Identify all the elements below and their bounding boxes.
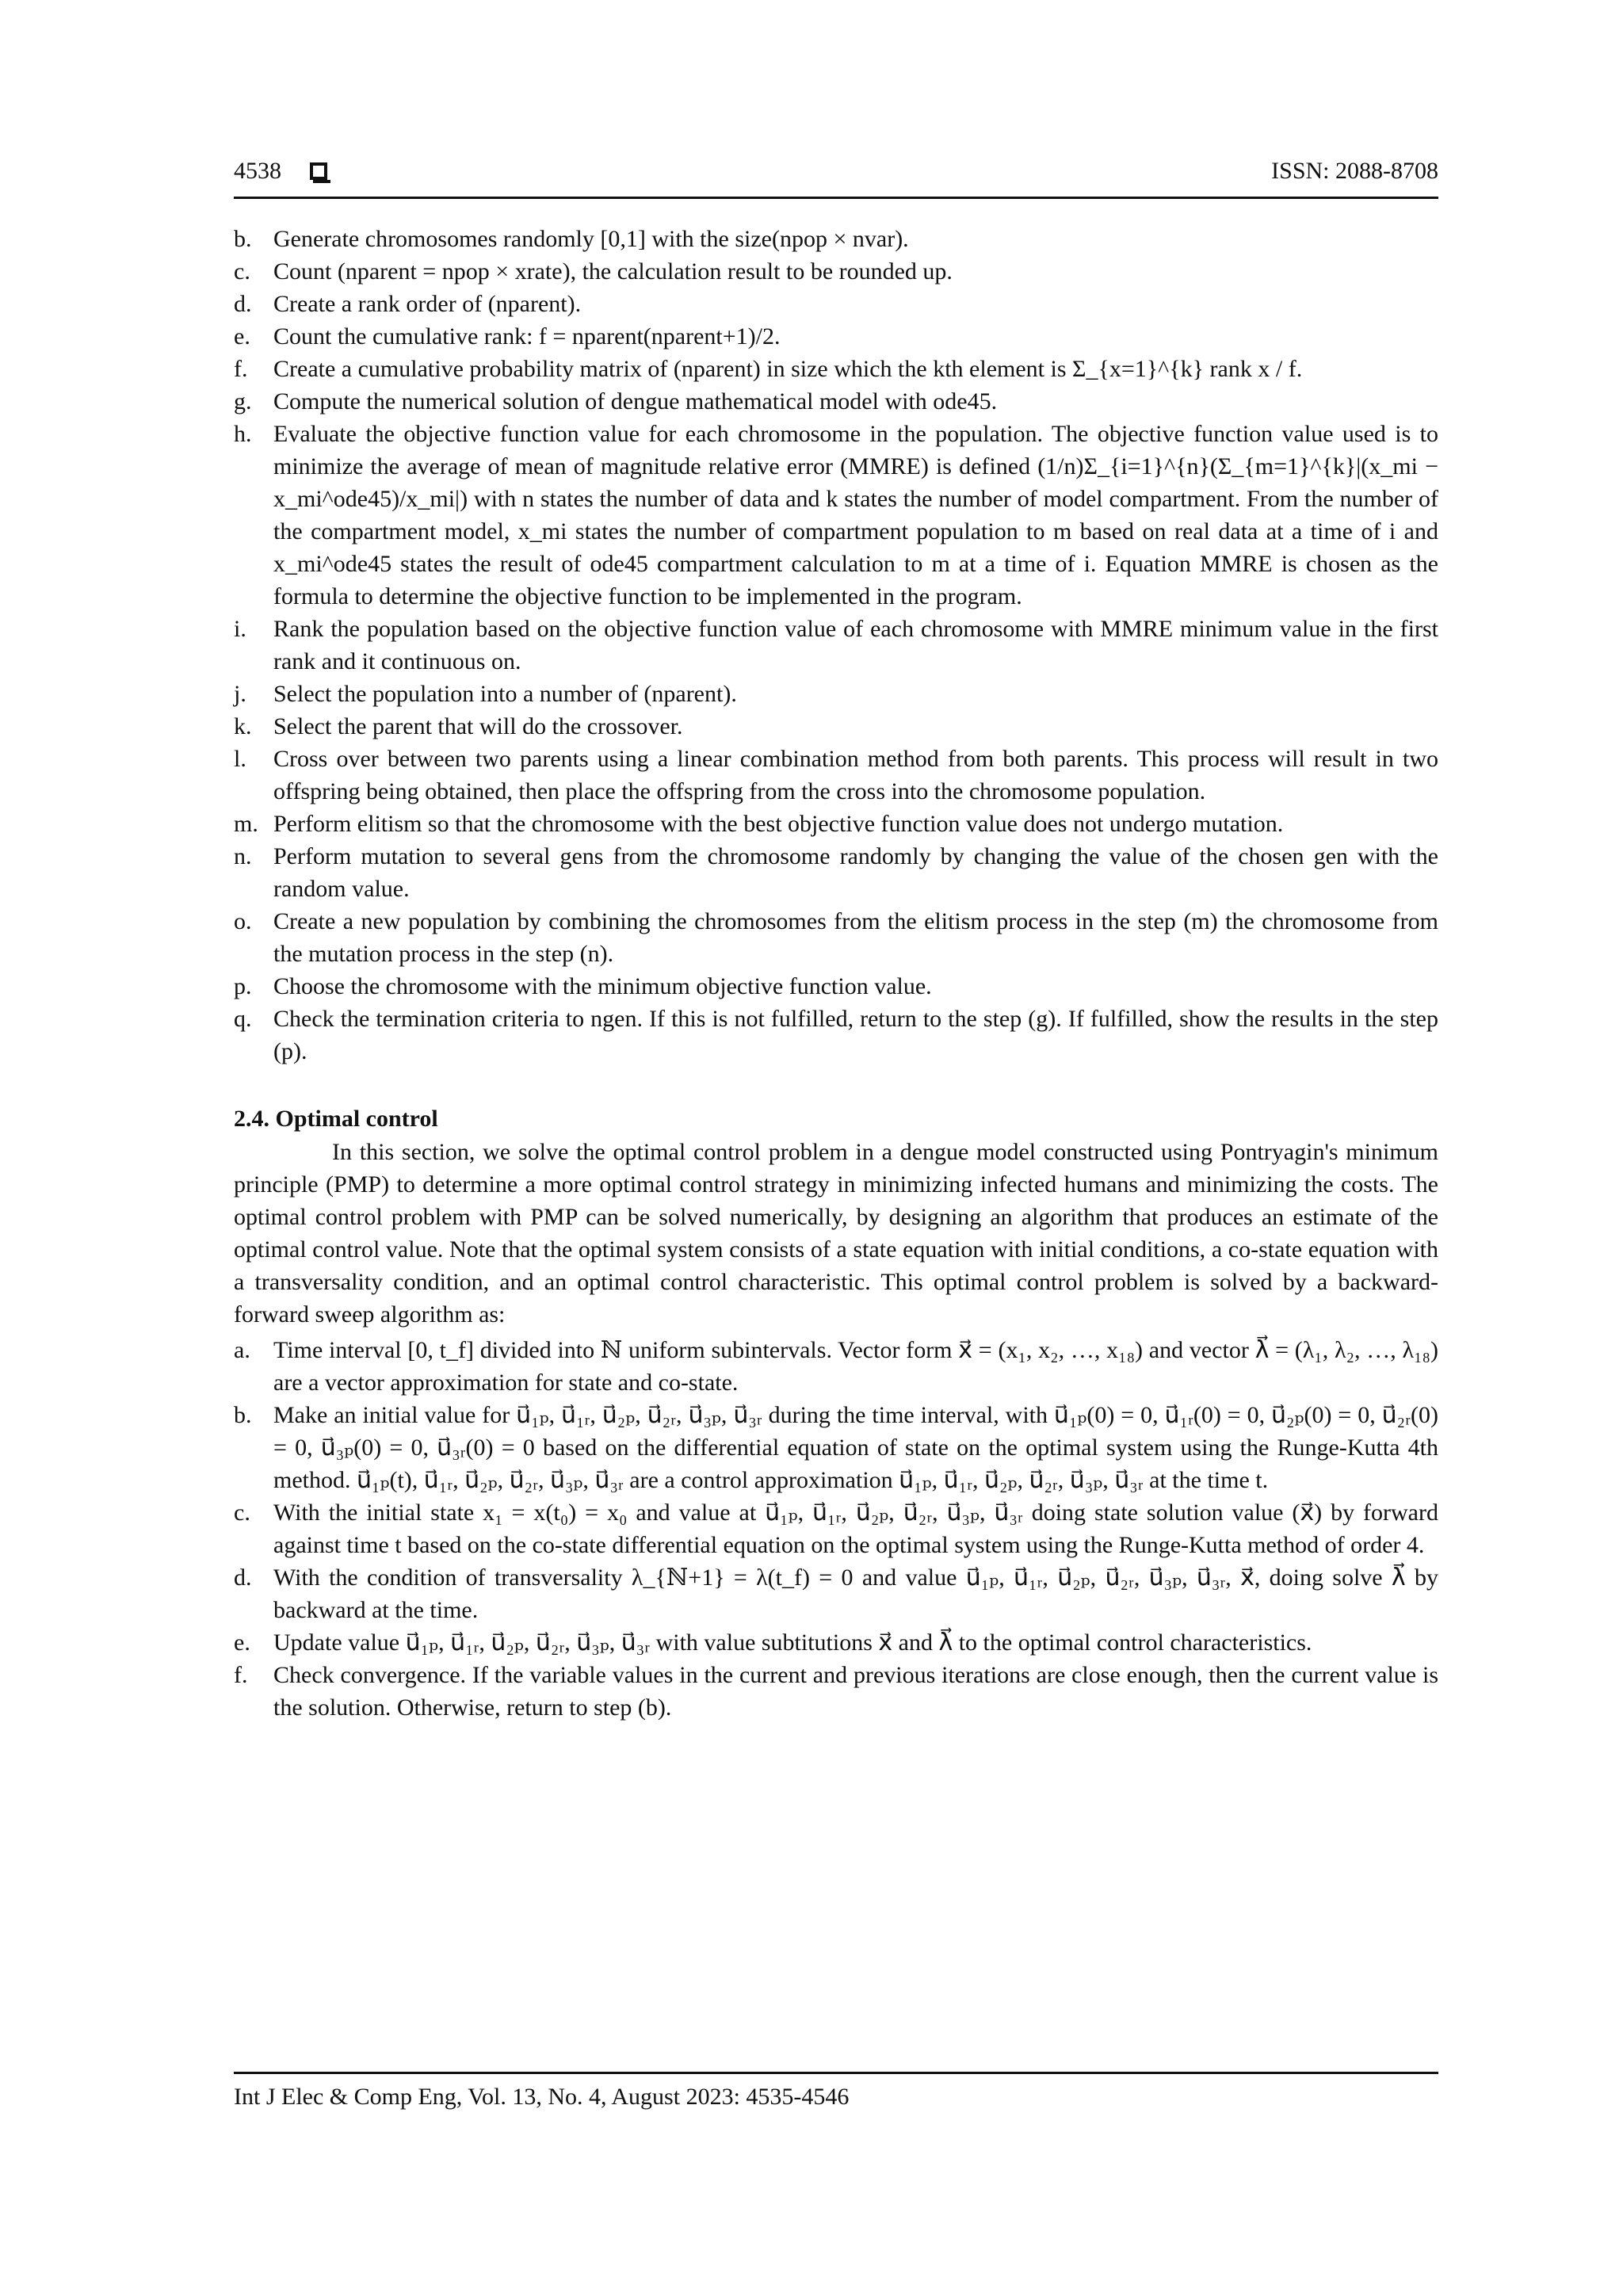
- list-item-letter: q.: [234, 1006, 252, 1032]
- list-item: [234, 808, 1438, 840]
- list-item: [234, 970, 1438, 1003]
- list-item-letter: n.: [234, 843, 252, 869]
- list-item-text: Count (nparent = npop × xrate), the calculation result to be rounded up.: [273, 258, 953, 285]
- ga-steps-list: [234, 223, 1438, 1068]
- list-item-letter: p.: [234, 973, 252, 999]
- list-item-letter: g.: [234, 388, 252, 415]
- list-item: [234, 1659, 1438, 1724]
- list-item-letter: b.: [234, 226, 252, 252]
- list-item-letter: a.: [234, 1337, 250, 1363]
- list-item: [234, 353, 1438, 385]
- list-item: [234, 840, 1438, 905]
- oc-steps-list: [234, 1334, 1438, 1724]
- page-number: 4538: [234, 158, 281, 184]
- list-item-letter: i.: [234, 616, 246, 642]
- list-item: [234, 418, 1438, 613]
- running-header: [234, 155, 1438, 187]
- list-item-text: Select the parent that will do the crossover.: [273, 713, 683, 739]
- list-item-text: Cross over between two parents using a linear combination method from both parents. This process will result in two offspring being obtained, then place the offspring from the cross into the chromosome population.: [273, 746, 1438, 804]
- list-item: [234, 385, 1438, 418]
- list-item: [234, 1561, 1438, 1626]
- list-item-letter: d.: [234, 291, 252, 317]
- section-paragraph: In this section, we solve the optimal control problem in a dengue model constructed using Pontryagin's minimum principle (PMP) to determine a more optimal control strategy in minimizing infected humans and minimizing the costs. The optimal control problem with PMP can be solved numerically, by designing an algorithm that produces an estimate of the optimal control value. Note that the optimal system consists of a state equation with initial conditions, a co-state equation with a transversality condition, and an optimal control characteristic. This optimal control problem is solved by a backward-forward sweep algorithm as:: [234, 1139, 1438, 1328]
- list-item: [234, 1399, 1438, 1496]
- list-item-text: Time interval [0, t_f] divided into ℕ uniform subintervals. Vector form x⃗ = (x₁, x₂, …, x₁₈) and vector λ⃗ = (λ₁, λ₂, …, λ₁₈) are a vector approximation for state and co-state.: [273, 1337, 1438, 1396]
- list-item-text: Make an initial value for u⃗₁ₚ, u⃗₁ᵣ, u⃗₂ₚ, u⃗₂ᵣ, u⃗₃ₚ, u⃗₃ᵣ during the time interval, with u⃗₁ₚ(0) = 0, u⃗₁ᵣ(0) = 0, u⃗₂ₚ(0) = 0, u⃗₂ᵣ(0) = 0, u⃗₃ₚ(0) = 0, u⃗₃ᵣ(0) = 0 based on the differential equation of state on the optimal system using the Runge-Kutta 4th method. u⃗₁ₚ(t), u⃗₁ᵣ, u⃗₂ₚ, u⃗₂ᵣ, u⃗₃ₚ, u⃗₃ᵣ are a control approximation u⃗₁ₚ, u⃗₁ᵣ, u⃗₂ₚ, u⃗₂ᵣ, u⃗₃ₚ, u⃗₃ᵣ at the time t.: [273, 1402, 1438, 1493]
- list-item-letter: c.: [234, 258, 250, 285]
- section-heading: 2.4. Optimal control: [234, 1106, 438, 1132]
- list-item-text: Create a rank order of (nparent).: [273, 291, 582, 317]
- list-item-text: Count the cumulative rank: f = nparent(nparent+1)/2.: [273, 323, 781, 350]
- list-item-letter: l.: [234, 746, 246, 772]
- list-item: [234, 1003, 1438, 1068]
- list-item-text: Check convergence. If the variable values in the current and previous iterations are close enough, then the current value is the solution. Otherwise, return to step (b).: [273, 1662, 1438, 1721]
- list-item-text: Create a cumulative probability matrix of (nparent) in size which the kth element is Σ_{x=1}^{k} rank x / f.: [273, 356, 1303, 382]
- footer-rule: [234, 2072, 1438, 2074]
- list-item-letter: b.: [234, 1402, 252, 1428]
- list-item-text: Compute the numerical solution of dengue mathematical model with ode45.: [273, 388, 998, 415]
- list-item: [234, 223, 1438, 255]
- list-item-letter: d.: [234, 1564, 252, 1591]
- list-item-text: Update value u⃗₁ₚ, u⃗₁ᵣ, u⃗₂ₚ, u⃗₂ᵣ, u⃗₃ₚ, u⃗₃ᵣ with value subtitutions x⃗ and λ⃗ to the optimal control characteristics.: [273, 1629, 1312, 1656]
- list-item-text: Select the population into a number of (nparent).: [273, 681, 737, 707]
- list-item-text: Create a new population by combining the chromosomes from the elitism process in the step (m) the chromosome from the mutation process in the step (n).: [273, 908, 1438, 967]
- list-item: [234, 1626, 1438, 1659]
- list-item-text: Perform mutation to several gens from the chromosome randomly by changing the value of the chosen gen with the random value.: [273, 843, 1438, 902]
- list-item: [234, 678, 1438, 710]
- list-item-letter: f.: [234, 1662, 248, 1688]
- page-content: [234, 155, 1438, 1724]
- list-item-text: Check the termination criteria to ngen. If this is not fulfilled, return to the step (g). If fulfilled, show the results in the step (p).: [273, 1006, 1438, 1064]
- list-item-text: Generate chromosomes randomly [0,1] with the size(npop × nvar).: [273, 226, 909, 252]
- list-item: [234, 255, 1438, 288]
- list-item-text: With the initial state x₁ = x(t₀) = x₀ and value at u⃗₁ₚ, u⃗₁ᵣ, u⃗₂ₚ, u⃗₂ᵣ, u⃗₃ₚ, u⃗₃ᵣ doing state solution value (x⃗) by forward against time t based on the co-state differential equation on the optimal system using the Runge-Kutta method of order 4.: [273, 1499, 1438, 1558]
- list-item: [234, 613, 1438, 678]
- list-item-text: Perform elitism so that the chromosome with the best objective function value does not undergo mutation.: [273, 811, 1284, 837]
- list-item: [234, 320, 1438, 353]
- header-rule: [234, 197, 1438, 199]
- list-item-letter: e.: [234, 323, 250, 350]
- list-item-letter: h.: [234, 421, 252, 447]
- list-item-letter: f.: [234, 356, 248, 382]
- list-item-letter: j.: [234, 681, 246, 707]
- list-item-letter: k.: [234, 713, 252, 739]
- list-item-letter: e.: [234, 1629, 250, 1656]
- footer-citation: Int J Elec & Comp Eng, Vol. 13, No. 4, August 2023: 4535-4546: [234, 2084, 850, 2110]
- list-item: [234, 905, 1438, 970]
- list-item-text: Rank the population based on the objective function value of each chromosome with MMRE minimum value in the first rank and it continuous on.: [273, 616, 1438, 674]
- issn: ISSN: 2088-8708: [1271, 158, 1438, 184]
- list-item-letter: m.: [234, 811, 258, 837]
- box-icon: [310, 162, 327, 180]
- list-item-letter: c.: [234, 1499, 250, 1526]
- list-item: [234, 1496, 1438, 1561]
- list-item: [234, 743, 1438, 808]
- list-item-letter: o.: [234, 908, 252, 934]
- list-item: [234, 1334, 1438, 1399]
- list-item: [234, 710, 1438, 743]
- list-item: [234, 288, 1438, 320]
- list-item-text: Choose the chromosome with the minimum objective function value.: [273, 973, 932, 999]
- list-item-text: Evaluate the objective function value for each chromosome in the population. The objective function value used is to minimize the average of mean of magnitude relative error (MMRE) is defined (1/n)Σ_{i=1}^{n}(Σ_{m=1}^{k}|(x_mi − x_mi^ode45)/x_mi|) with n states the number of data and k states the number of model compartment. From the number of the compartment model, x_mi states the number of compartment population to m based on real data at a time of i and x_mi^ode45 states the result of ode45 compartment calculation to m at a time of i. Equation MMRE is chosen as the formula to determine the objective function to be implemented in the program.: [273, 421, 1438, 609]
- running-footer: [234, 2072, 1438, 2111]
- list-item-text: With the condition of transversality λ_{ℕ+1} = λ(t_f) = 0 and value u⃗₁ₚ, u⃗₁ᵣ, u⃗₂ₚ, u⃗₂ᵣ, u⃗₃ₚ, u⃗₃ᵣ, x⃗, doing solve λ⃗ by backward at the time.: [273, 1564, 1438, 1623]
